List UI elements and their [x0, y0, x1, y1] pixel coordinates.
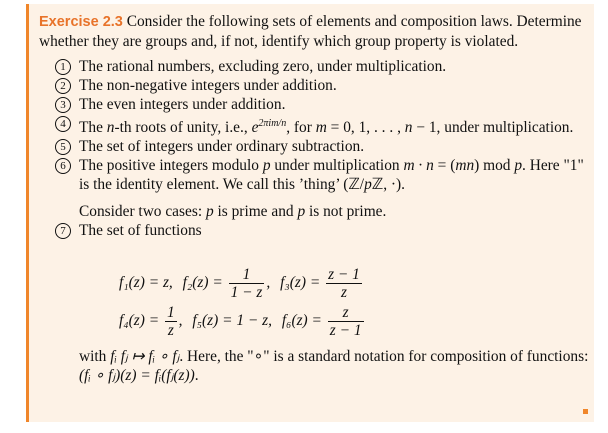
item-text: The set of functions: [79, 222, 202, 240]
item-number: 4: [55, 116, 71, 132]
f2-lhs: f₂(z) =: [182, 274, 223, 292]
item-text: The set of integers under ordinary subtraction.: [79, 138, 365, 156]
closing-paragraph: with fᵢ fⱼ ↦ fᵢ ∘ fⱼ. Here, the "∘" is a standard notation for composition of functions: (fᵢ ∘ fⱼ)(z) = fᵢ(fⱼ(z)).: [79, 348, 589, 384]
item-number: 5: [55, 139, 71, 155]
item-text: The even integers under addition.: [79, 96, 286, 113]
f1-def: f₁(z) = z,: [119, 274, 173, 292]
item-number: 7: [55, 223, 71, 239]
list-item: [39, 221, 589, 240]
item-number: 3: [55, 97, 71, 113]
function-row-2: f₄(z) = $\frac{1}{z}$ , f₅(z) = 1 − z, f₆(z) = $\frac{z}{z - 1}$: [119, 304, 362, 339]
list-item: [39, 137, 589, 156]
exercise-intro: [39, 12, 589, 51]
item-text: The non-negative integers under addition.: [79, 77, 337, 94]
item-number: 2: [55, 78, 71, 94]
list-item: [39, 95, 589, 114]
item-number: 6: [55, 158, 71, 174]
f6-lhs: f₆(z) =: [281, 312, 322, 330]
list-item: [39, 156, 589, 194]
end-marker: [583, 409, 588, 414]
exercise-label: Exercise 2.3: [39, 14, 123, 30]
f2-fraction: $\frac{1}{1 - z}$: [230, 266, 263, 301]
function-row-1: f₁(z) = z, f₂(z) = $\frac{1}{1 - z}$ , f₃(z) = $\frac{z - 1}{z}$: [119, 266, 360, 301]
list-item: [39, 76, 589, 95]
f5-def: f₅(z) = 1 − z,: [192, 312, 272, 330]
f4-fraction: $\frac{1}{z}$: [166, 304, 175, 339]
f4-lhs: f₄(z) =: [119, 312, 160, 330]
item-number: 1: [55, 59, 71, 75]
exercise-content: [39, 12, 589, 240]
item-text: The n-th roots of unity, i.e., $e^{2\pi im/n}$, for m = 0, 1, . . . , n − 1, under multiplication.: [79, 118, 574, 137]
item-text: The rational numbers, excluding zero, under multiplication.: [79, 58, 447, 75]
list-item: [39, 57, 589, 76]
f3-lhs: f₃(z) =: [280, 274, 321, 292]
f3-fraction: $\frac{z - 1}{z}$: [328, 266, 360, 301]
exercise-box: [26, 4, 594, 422]
item-text: The positive integers modulo p under multiplication m · n = (mn) mod p. Here "1" is the identity element. We call this ’thing’ (ℤ/pℤ, ·).: [79, 157, 584, 194]
f6-fraction: $\frac{z}{z - 1}$: [329, 304, 362, 339]
cases-paragraph: Consider two cases: p is prime and p is not prime.: [79, 203, 387, 221]
list-item: [39, 114, 589, 137]
exercise-intro-text: Consider the following sets of elements and composition laws. Determine whether they are groups and, if not, identify which group property is violated.: [39, 13, 582, 50]
